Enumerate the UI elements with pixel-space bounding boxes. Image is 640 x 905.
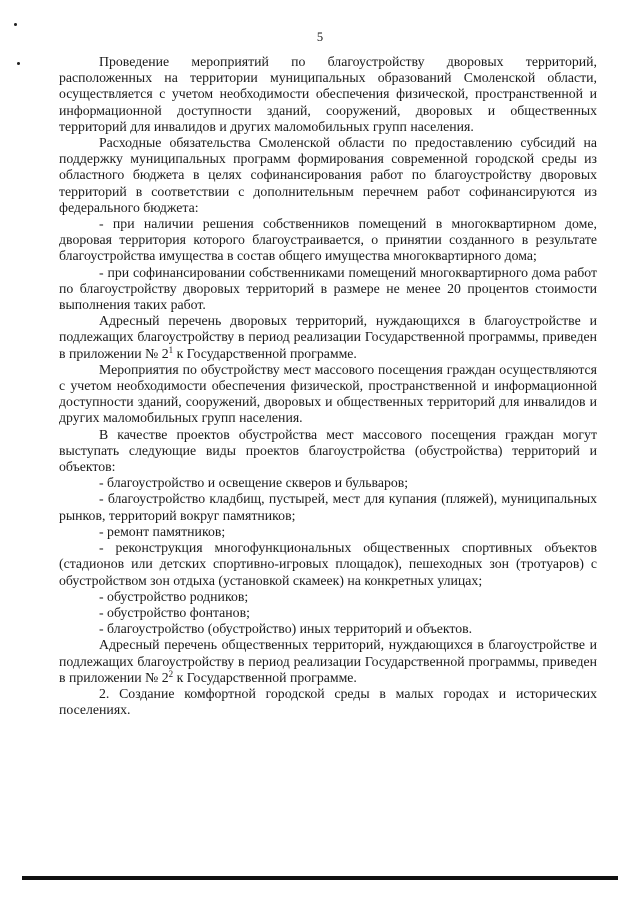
scan-speck xyxy=(14,23,17,26)
paragraph-text: к Государственной программе. xyxy=(173,669,357,685)
paragraph-text: к Государственной программе. xyxy=(173,345,357,361)
paragraph: Расходные обязательства Смоленской области по предоставлению субсидий на поддержку муниципальных программ формирования современной городской среды из областного бюджета в целях софинансирования работ по благоустройству дворовых территорий в соответствии с дополнительным перечнем работ софинансируются из федерального бюджета: xyxy=(59,135,597,215)
paragraph xyxy=(59,637,597,686)
list-item: - реконструкция многофункциональных общественных спортивных объектов (стадионов или детских спортивно-игровых площадок), пешеходных зон (тротуаров) с обустройством зон отдыха (установкой скамеек) на конкретных улицах; xyxy=(59,540,597,588)
scan-speck xyxy=(17,62,20,65)
document-body xyxy=(59,54,597,718)
list-item: - обустройство родников; xyxy=(99,588,249,604)
page-number: 5 xyxy=(316,30,324,44)
appendix-superscript: 2 xyxy=(168,668,174,679)
list-item: - при софинансировании собственниками помещений многоквартирного дома работ по благоустройству дворовых территорий в размере не менее 20 процентов стоимости выполнения таких работ. xyxy=(59,264,597,313)
list-item: - благоустройство и освещение скверов и бульваров; xyxy=(99,475,409,491)
list-item: - обустройство фонтанов; xyxy=(99,604,250,620)
paragraph: Мероприятия по обустройству мест массового посещения граждан осуществляются с учетом необходимости обеспечения физической, пространственной и информационной доступности зданий, сооружений, дворовых и общественных территорий для инвалидов и других маломобильных групп населения. xyxy=(59,361,597,426)
list-item: - ремонт памятников; xyxy=(99,523,226,539)
paragraph: Проведение мероприятий по благоустройству дворовых территорий, расположенных на территории муниципальных образований Смоленской области, осуществляется с учетом необходимости обеспечения физической, пространственной и информационной доступности зданий, сооружений, дворовых и общественных территорий для инвалидов и других маломобильных групп населения. xyxy=(59,54,597,134)
list-item: - при наличии решения собственников помещений в многоквартирном доме, дворовая территория которого благоустраивается, о принятии созданного в результате благоустройства имущества в состав общего имущества многоквартирного дома; xyxy=(59,216,597,264)
section-heading: 2. Создание комфортной городской среды в малых городах и исторических поселениях. xyxy=(59,685,597,718)
paragraph xyxy=(59,313,597,362)
bottom-rule xyxy=(22,876,618,880)
list-item: - благоустройство кладбищ, пустырей, мест для купания (пляжей), муниципальных рынков, территорий вокруг памятников; xyxy=(59,491,597,523)
paragraph: В качестве проектов обустройства мест массового посещения граждан могут выступать следующие виды проектов благоустройства (обустройства) территорий и объектов: xyxy=(59,426,597,475)
list-item: - благоустройство (обустройство) иных территорий и объектов. xyxy=(99,621,473,637)
paragraph-text: Адресный перечень общественных территорий, нуждающихся в благоустройстве и подлежащих благоустройству в период реализации Государственной программы, приведен в приложении № 2 xyxy=(59,637,597,685)
appendix-superscript: 1 xyxy=(168,344,174,355)
paragraph-text: Адресный перечень дворовых территорий, нуждающихся в благоустройстве и подлежащих благоустройству в период реализации Государственной программы, приведен в приложении № 2 xyxy=(59,313,597,361)
